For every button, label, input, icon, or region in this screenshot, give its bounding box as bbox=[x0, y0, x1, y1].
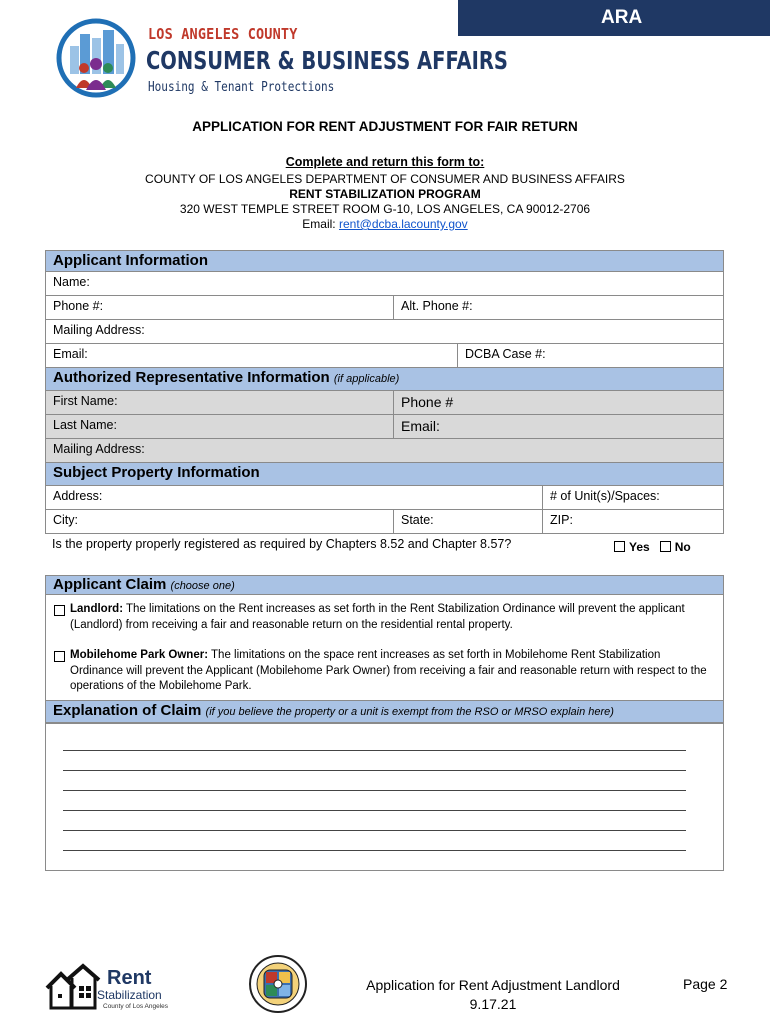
email-field-label[interactable]: Email: bbox=[53, 347, 88, 361]
answer-line bbox=[63, 750, 686, 751]
org-county-label: LOS ANGELES COUNTY bbox=[148, 25, 298, 43]
mobilehome-checkbox[interactable] bbox=[54, 651, 65, 662]
footer-doc-name: Application for Rent Adjustment Landlord bbox=[366, 977, 620, 993]
mobilehome-option bbox=[54, 648, 714, 695]
zip-label[interactable]: ZIP: bbox=[542, 510, 723, 533]
form-title: APPLICATION FOR RENT ADJUSTMENT FOR FAIR RETURN bbox=[192, 119, 578, 134]
mailing-label: Mailing Address: bbox=[53, 323, 145, 337]
no-label: No bbox=[674, 540, 691, 554]
mobilehome-text: The limitations on the space rent increases as set forth in Mobilehome Rent Stabilization Ordinance will prevent the Applicant (Mobilehome Park Owner) from receiving a fair and reasonable return with respect to the operations of the Mobilehome Park. bbox=[70, 649, 707, 692]
answer-line bbox=[63, 790, 686, 791]
phone-row bbox=[45, 296, 724, 320]
rep-mailing-label: Mailing Address: bbox=[53, 442, 145, 456]
no-checkbox[interactable] bbox=[660, 541, 671, 552]
rep-first-row bbox=[45, 391, 724, 415]
logo-word-stabilization: Stabilization bbox=[97, 988, 162, 1002]
answer-line bbox=[63, 810, 686, 811]
rep-header bbox=[45, 368, 724, 391]
registered-row bbox=[45, 534, 724, 560]
dcba-logo-icon bbox=[56, 18, 136, 98]
property-heading: Subject Property Information bbox=[53, 464, 260, 481]
city-row bbox=[45, 510, 724, 534]
return-email-line bbox=[0, 217, 770, 231]
landlord-option bbox=[54, 602, 714, 633]
landlord-checkbox[interactable] bbox=[54, 605, 65, 616]
rep-heading: Authorized Representative Information bbox=[53, 369, 330, 386]
logo-word-rent: Rent bbox=[107, 967, 152, 989]
answer-line bbox=[63, 830, 686, 831]
claim-header bbox=[45, 575, 724, 595]
org-sub-label: Housing & Tenant Protections bbox=[148, 80, 335, 95]
email-label: Email: bbox=[302, 217, 339, 231]
return-line-2: RENT STABILIZATION PROGRAM bbox=[289, 187, 481, 201]
units-label[interactable]: # of Unit(s)/Spaces: bbox=[542, 486, 723, 509]
claim-note: (choose one) bbox=[170, 580, 235, 592]
return-line-1: COUNTY OF LOS ANGELES DEPARTMENT OF CONSUMER AND BUSINESS AFFAIRS bbox=[145, 172, 625, 186]
name-label: Name: bbox=[53, 275, 90, 289]
alt-phone-label[interactable]: Alt. Phone #: bbox=[393, 296, 723, 319]
applicant-header bbox=[45, 250, 724, 272]
rep-last-row bbox=[45, 415, 724, 439]
explain-header bbox=[45, 700, 724, 723]
mailing-row[interactable] bbox=[45, 320, 724, 344]
address-row bbox=[45, 486, 724, 510]
rep-mailing-row[interactable] bbox=[45, 439, 724, 463]
registered-options bbox=[607, 534, 691, 560]
claim-body bbox=[45, 595, 724, 700]
form-code-badge bbox=[458, 0, 770, 36]
county-seal-icon bbox=[248, 954, 308, 1014]
case-label[interactable]: DCBA Case #: bbox=[457, 344, 723, 367]
explain-note: (if you believe the property or a unit is exempt from the RSO or MRSO explain here) bbox=[205, 706, 614, 718]
answer-line bbox=[63, 770, 686, 771]
rent-stabilization-logo bbox=[45, 962, 180, 1014]
email-link[interactable]: rent@dcba.lacounty.gov bbox=[338, 217, 468, 231]
email-row bbox=[45, 344, 724, 368]
applicant-heading: Applicant Information bbox=[53, 252, 208, 269]
rep-note: (if applicable) bbox=[333, 373, 400, 385]
landlord-label: Landlord: bbox=[70, 603, 124, 615]
rep-first-label[interactable]: First Name: bbox=[53, 394, 118, 408]
logo-word-county: County of Los Angeles bbox=[103, 1003, 169, 1010]
mobilehome-label: Mobilehome Park Owner: bbox=[70, 649, 209, 661]
address-label[interactable]: Address: bbox=[53, 489, 103, 503]
name-row[interactable] bbox=[45, 272, 724, 296]
state-label[interactable]: State: bbox=[393, 510, 542, 533]
footer-doc-info bbox=[343, 976, 643, 1014]
footer-doc-date: 9.17.21 bbox=[469, 996, 517, 1012]
explain-heading: Explanation of Claim bbox=[53, 702, 202, 719]
yes-checkbox[interactable] bbox=[614, 541, 625, 552]
property-header bbox=[45, 463, 724, 486]
rep-phone-label[interactable]: Phone # bbox=[393, 391, 723, 414]
landlord-text: The limitations on the Rent increases as set forth in the Rent Stabilization Ordinance will prevent the applicant (Landlord) from receiving a fair and reasonable return on the residential rental property. bbox=[70, 603, 685, 631]
rep-email-label[interactable]: Email: bbox=[393, 415, 723, 438]
registered-question: Is the property properly registered as required by Chapters 8.52 and Chapter 8.57? bbox=[52, 537, 512, 551]
return-line-3: 320 WEST TEMPLE STREET ROOM G-10, LOS ANGELES, CA 90012-2706 bbox=[179, 202, 591, 216]
city-label[interactable]: City: bbox=[53, 513, 78, 527]
org-main-label: CONSUMER & BUSINESS AFFAIRS bbox=[146, 46, 508, 75]
claim-heading: Applicant Claim bbox=[53, 576, 167, 593]
page-number: Page 2 bbox=[683, 976, 728, 992]
houses-icon bbox=[45, 962, 103, 1012]
form-code-text: ARA bbox=[601, 7, 643, 28]
yes-label: Yes bbox=[629, 540, 650, 554]
answer-line bbox=[63, 850, 686, 851]
explanation-area[interactable] bbox=[45, 723, 724, 871]
phone-label[interactable]: Phone #: bbox=[53, 299, 104, 313]
return-heading: Complete and return this form to: bbox=[285, 155, 485, 169]
rep-last-label[interactable]: Last Name: bbox=[53, 418, 117, 432]
